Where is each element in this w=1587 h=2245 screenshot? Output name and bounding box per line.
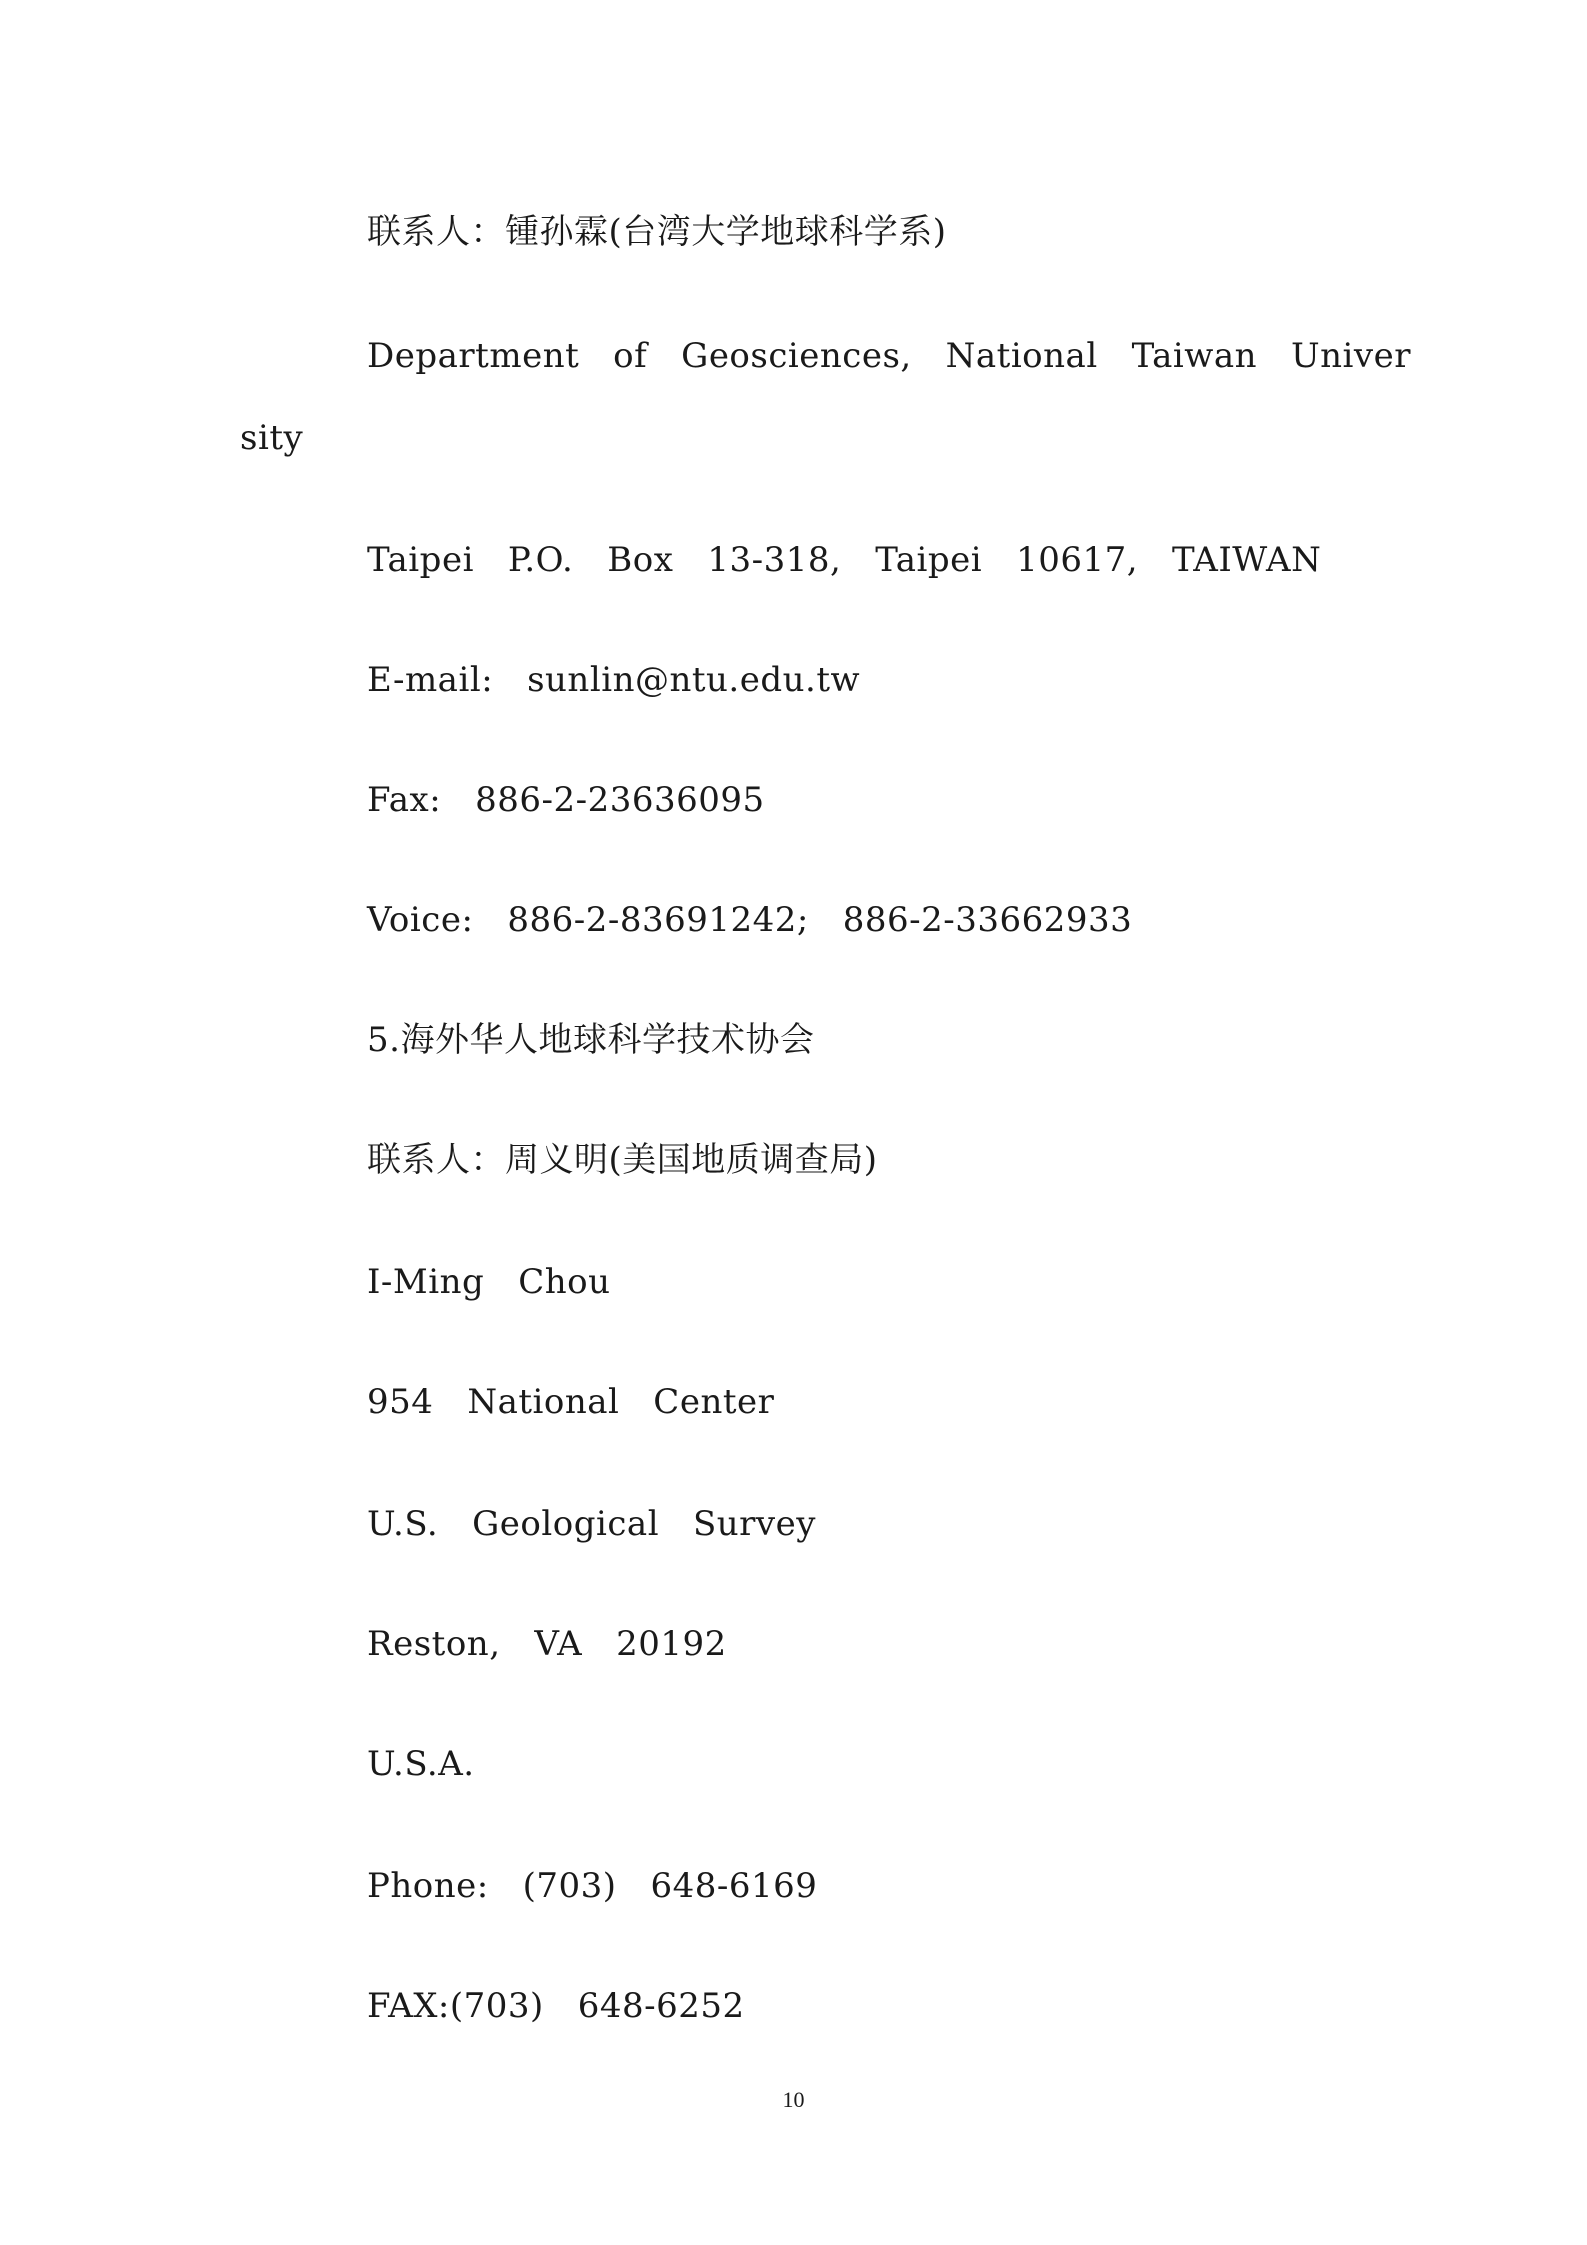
department-line: Department of Geosciences, National Taiwan Univer	[367, 336, 1412, 376]
contact-person-line: 联系人：锺孙霖(台湾大学地球科学系)	[367, 212, 947, 252]
address-line: U.S.A.	[367, 1744, 475, 1784]
department-line-continuation: sity	[240, 418, 304, 458]
page-number: 10	[782, 2087, 805, 2112]
contact-person-line: 联系人：周义明(美国地质调查局)	[367, 1140, 878, 1180]
phone-line: Phone: (703) 648-6169	[367, 1866, 818, 1906]
address-line: 954 National Center	[367, 1382, 775, 1422]
voice-line: Voice: 886-2-83691242; 886-2-33662933	[367, 900, 1133, 940]
contact-name-line: I-Ming Chou	[367, 1262, 611, 1302]
email-line: E-mail: sunlin@ntu.edu.tw	[367, 660, 861, 700]
postal-address-line: Taipei P.O. Box 13-318, Taipei 10617, TAIWAN	[367, 540, 1322, 580]
section-heading: 5.海外华人地球科学技术协会	[367, 1020, 815, 1060]
fax-line: Fax: 886-2-23636095	[367, 780, 765, 820]
address-line: Reston, VA 20192	[367, 1624, 727, 1664]
address-line: U.S. Geological Survey	[367, 1504, 816, 1544]
fax-line: FAX:(703) 648-6252	[367, 1986, 745, 2026]
